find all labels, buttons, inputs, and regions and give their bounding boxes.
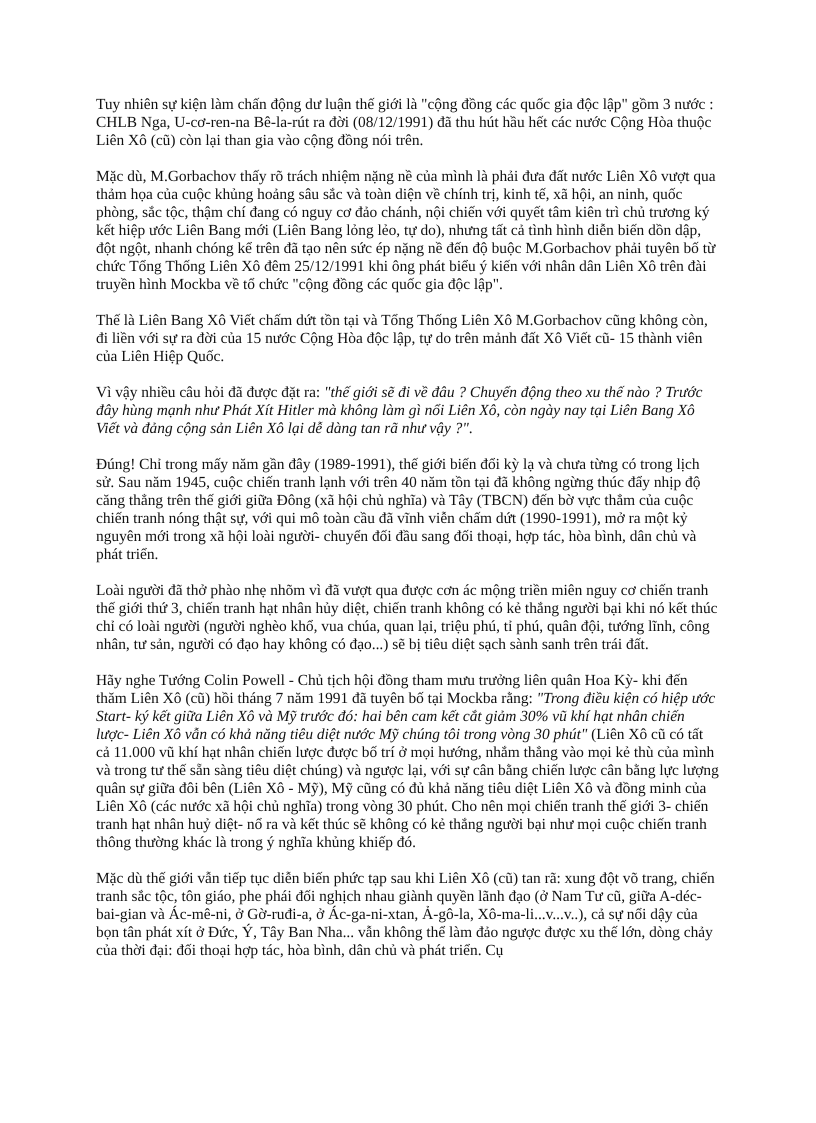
paragraph-text: Đúng! Chỉ trong mấy năm gần đây (1989-1991), thế giới biến đổi kỳ lạ và chưa từng có trong lịch sử. Sau năm 1945, cuộc chiến tranh lạnh với trên 40 năm tồn tại đã không ngừng thúc đẩy nhịp độ căng thẳng trên thế giới giữa Đông (xã hội chủ nghĩa) và Tây (TBCN) đến bờ vực thẳm của cuộc chiến tranh nóng thật sự, với qui mô toàn cầu đã vĩnh viễn chấm dứt (1990-1991), mở ra một kỷ nguyên mới trong xã hội loài người- chuyển đối đầu sang đối thoại, hợp tác, hòa bình, dân chủ và phát triển. — [96, 456, 701, 563]
paragraph-text: Mặc dù thế giới vẫn tiếp tục diễn biến phức tạp sau khi Liên Xô (cũ) tan rã: xung đột võ trang, chiến tranh sắc tộc, tôn giáo, phe phái đối nghịch nhau giành quyền lãnh đạo (ở Nam Tư cũ, giữa A-déc-bai-gian và Ác-mê-ni, ở Gờ-ruđi-a, ở Ác-ga-ni-xtan, Ả-gô-la, Xô-ma-li...v...v..), cả sự nổi dậy của bọn tân phát xít ở Đức, Ý, Tây Ban Nha... vẫn không thể làm đảo ngược được xu thế lớn, dòng chảy của thời đại: đối thoại hợp tác, hòa bình, dân chủ và phát triển. Cụ — [96, 870, 715, 959]
paragraph-text-after: (Liên Xô cũ có tất cả 11.000 vũ khí hạt nhân chiến lược được bố trí ở mọi hướng, nhắm thẳng vào mọi kẻ thù của mình và trong tư thế sẵn sàng tiêu diệt chúng) và ngược lại, với sự cân bằng chiến lược cân bằng lực lượng quân sự giữa đôi bên (Liên Xô - Mỹ), Mỹ cũng có đủ khả năng tiêu diệt Liên Xô và đồng minh của Liên Xô (các nước xã hội chủ nghĩa) trong vòng 30 phút. Cho nên mọi chiến tranh thế giới 3- chiến tranh hạt nhân huỷ diệt- nổ ra và kết thúc sẽ không có kẻ thắng người bại như mọi cuộc chiến tranh thông thường khác là trong ý nghĩa khủng khiếp đó. — [96, 726, 719, 851]
paragraph-text: Tuy nhiên sự kiện làm chấn động dư luận thế giới là "cộng đồng các quốc gia độc lập" gồm 3 nước : CHLB Nga, U-cơ-ren-na Bê-la-rút ra đời (08/12/1991) đã thu hút hầu hết các nước Cộng Hòa thuộc Liên Xô (cũ) còn lại than gia vào cộng đồng nói trên. — [96, 96, 714, 149]
paragraph-1 — [96, 96, 720, 150]
paragraph-text-after: . — [468, 420, 473, 437]
paragraph-8 — [96, 870, 720, 960]
paragraph-2 — [96, 168, 720, 294]
paragraph-4 — [96, 384, 720, 438]
paragraph-text: Mặc dù, M.Gorbachov thấy rõ trách nhiệm nặng nề của mình là phải đưa đất nước Liên Xô vượt qua thảm họa của cuộc khủng hoảng sâu sắc và toàn diện về chính trị, kinh tế, xã hội, an ninh, quốc phòng, sắc tộc, thậm chí đang có nguy cơ đảo chánh, nội chiến với quyết tâm kiên trì chủ trương ký kết hiệp ước Liên Bang mới (Liên Bang lỏng lẻo, tự do), nhưng tất cả tình hình diễn biến dồn dập, đột ngột, nhanh chóng kể trên đã tạo nên sức ép nặng nề đến độ buộc M.Gorbachov phải tuyên bố từ chức Tổng Thống Liên Xô đêm 25/12/1991 khi ông phát biểu ý kiến với nhân dân Liên Xô trên đài truyền hình Mockba về tổ chức "cộng đồng các quốc gia độc lập". — [96, 168, 716, 293]
paragraph-5 — [96, 456, 720, 564]
italic-quote: "thế giới sẽ đi về đâu ? Chuyển động theo xu thế nào ? Trước đây hùng mạnh như Phát Xít Hitler mà không làm gì nổi Liên Xô, còn ngày nay tại Liên Bang Xô Viết và đảng cộng sản Liên Xô lại dễ dàng tan rã như vậy ?" — [96, 384, 703, 437]
paragraph-text: Thế là Liên Bang Xô Viết chấm dứt tồn tại và Tổng Thống Liên Xô M.Gorbachov cũng không còn, đi liền với sự ra đời của 15 nước Cộng Hòa độc lập, tự do trên mảnh đất Xô Viết cũ- 15 thành viên của Liên Hiệp Quốc. — [96, 312, 708, 365]
paragraph-text: Hãy nghe Tướng Colin Powell - Chủ tịch hội đồng tham mưu trưởng liên quân Hoa Kỳ- khi đến thăm Liên Xô (cũ) hồi tháng 7 năm 1991 đã tuyên bố tại Mockba rằng: — [96, 672, 688, 707]
paragraph-3 — [96, 312, 720, 366]
paragraph-text: Loài người đã thở phào nhẹ nhõm vì đã vượt qua được cơn ác mộng triền miên nguy cơ chiến tranh thế giới thứ 3, chiến tranh hạt nhân hủy diệt, chiến tranh không có kẻ thắng người bại khi nó kết thúc chỉ có loài người (người nghèo khổ, vua chúa, quan lại, triệu phú, tỉ phú, quân đội, tướng lĩnh, công nhân, tư sản, người có đạo hay không có đạo...) sẽ bị tiêu diệt sạch sành sanh trên trái đất. — [96, 582, 718, 653]
italic-quote: "Trong điều kiện có hiệp ước Start- ký kết giữa Liên Xô và Mỹ trước đó: hai bên cam kết cắt giảm 30% vũ khí hạt nhân chiến lược- Liên Xô vẫn có khả năng tiêu diệt nước Mỹ chúng tôi trong vòng 30 phút" — [96, 690, 716, 743]
paragraph-6 — [96, 582, 720, 654]
paragraph-7 — [96, 672, 720, 852]
paragraph-text: Vì vậy nhiều câu hỏi đã được đặt ra: — [96, 384, 325, 401]
